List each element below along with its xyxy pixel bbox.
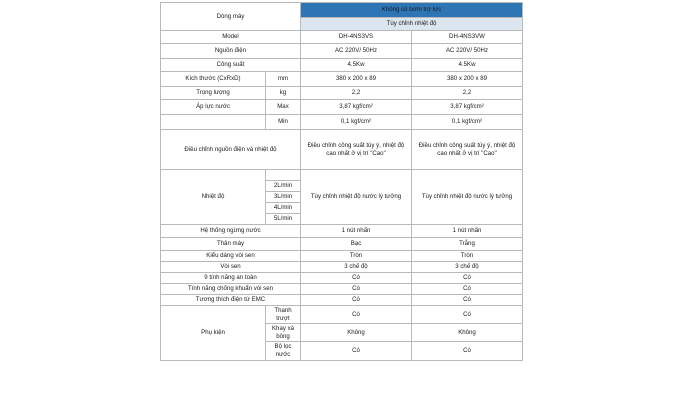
table-row bbox=[161, 72, 523, 87]
row-value-b-antibacterial-shower: Có bbox=[412, 284, 523, 295]
table-row bbox=[161, 238, 523, 251]
row-value-b-emc-compatibility: Có bbox=[412, 295, 523, 306]
model-value-a: DH-4NS3VS bbox=[301, 31, 412, 44]
row-label-shower-head-style: Kiểu dáng vòi sen bbox=[161, 251, 301, 262]
row-value-a-power-source: AC 220V/ 50Hz bbox=[301, 44, 412, 59]
row-value-a-slide-bar: Có bbox=[301, 306, 412, 324]
row-value-a-body-color: Bạc bbox=[301, 238, 412, 251]
row-value-a-power-temp-adjust: Điều chỉnh công suất tùy ý, nhiệt độ cao nhất ở vị trí "Cao" bbox=[301, 130, 412, 170]
table-row bbox=[161, 115, 523, 130]
specification-sheet bbox=[160, 2, 522, 396]
row-label-shower-head: Vòi sen bbox=[161, 262, 301, 273]
row-label-water-pressure-min-empty bbox=[161, 115, 266, 130]
row-value-a-safety-features: Có bbox=[301, 273, 412, 284]
row-unit-dimensions: mm bbox=[266, 72, 301, 87]
row-label-capacity: Công suất bbox=[161, 59, 301, 72]
table-row bbox=[161, 262, 523, 273]
row-value-b-water-pressure-max: 3,87 kgf/cm² bbox=[412, 100, 523, 115]
row-value-a-water-stop-system: 1 nút nhấn bbox=[301, 225, 412, 238]
product-specification-table bbox=[160, 2, 523, 361]
table-row bbox=[161, 225, 523, 238]
table-row bbox=[161, 284, 523, 295]
row-value-a-weight: 2,2 bbox=[301, 87, 412, 100]
model-row bbox=[161, 31, 523, 44]
row-value-b-shower-head-style: Tròn bbox=[412, 251, 523, 262]
row-unit-weight: kg bbox=[266, 87, 301, 100]
row-value-a-soap-tray: Không bbox=[301, 324, 412, 342]
row-flowrate-1: 2L/min bbox=[266, 181, 301, 192]
table-row bbox=[161, 59, 523, 72]
table-row bbox=[161, 295, 523, 306]
table-row bbox=[161, 170, 523, 181]
row-unit-water-pressure-min: Min bbox=[266, 115, 301, 130]
row-flowrate-0 bbox=[266, 170, 301, 181]
row-value-b-slide-bar: Có bbox=[412, 306, 523, 324]
row-value-a-water-pressure-max: 3,87 kgf/cm² bbox=[301, 100, 412, 115]
row-sub-soap-tray: Khay xà bông bbox=[266, 324, 301, 342]
row-value-b-safety-features: Có bbox=[412, 273, 523, 284]
row-flowrate-2: 3L/min bbox=[266, 192, 301, 203]
row-value-b-power-temp-adjust: Điều chỉnh công suất tùy ý, nhiệt độ cao nhất ở vị trí "Cao" bbox=[412, 130, 523, 170]
row-label-weight: Trọng lượng bbox=[161, 87, 266, 100]
machine-line-header: Dòng máy bbox=[161, 3, 301, 31]
table-row bbox=[161, 44, 523, 59]
row-label-dimensions: Kích thước (CxRxD) bbox=[161, 72, 266, 87]
row-label-power-temp-adjust: Điều chỉnh nguồn điện và nhiệt độ bbox=[161, 130, 301, 170]
row-value-b-temperature: Tùy chỉnh nhiệt độ nước lý tưởng bbox=[412, 170, 523, 225]
row-label-accessories: Phụ kiện bbox=[161, 306, 266, 361]
row-value-a-dimensions: 380 x 200 x 89 bbox=[301, 72, 412, 87]
table-row bbox=[161, 306, 523, 324]
row-value-b-water-stop-system: 1 nút nhấn bbox=[412, 225, 523, 238]
row-value-a-water-pressure-min: 0,1 kgf/cm² bbox=[301, 115, 412, 130]
row-label-emc-compatibility: Tương thích điện từ EMC bbox=[161, 295, 301, 306]
row-label-antibacterial-shower: Tính năng chống khuẩn vòi sen bbox=[161, 284, 301, 295]
row-value-b-soap-tray: Không bbox=[412, 324, 523, 342]
row-label-temperature: Nhiệt độ bbox=[161, 170, 266, 225]
table-row bbox=[161, 273, 523, 284]
table-header-row-group bbox=[161, 3, 523, 18]
row-value-a-antibacterial-shower: Có bbox=[301, 284, 412, 295]
model-label: Model bbox=[161, 31, 301, 44]
row-value-b-capacity: 4.5Kw bbox=[412, 59, 523, 72]
row-value-a-water-filter: Có bbox=[301, 342, 412, 360]
row-label-body-color: Thân máy bbox=[161, 238, 301, 251]
row-value-b-water-pressure-min: 0,1 kgf/cm² bbox=[412, 115, 523, 130]
row-flowrate-3: 4L/min bbox=[266, 203, 301, 214]
row-value-a-emc-compatibility: Có bbox=[301, 295, 412, 306]
group-subheader-temperature-custom: Tùy chỉnh nhiệt độ bbox=[301, 18, 523, 31]
row-value-b-water-filter: Có bbox=[412, 342, 523, 360]
row-value-a-shower-head: 3 chế độ bbox=[301, 262, 412, 273]
model-value-b: DH-4NS3VW bbox=[412, 31, 523, 44]
row-value-b-shower-head: 3 chế độ bbox=[412, 262, 523, 273]
row-value-b-dimensions: 380 x 200 x 89 bbox=[412, 72, 523, 87]
row-value-b-power-source: AC 220V/ 50Hz bbox=[412, 44, 523, 59]
row-value-b-weight: 2,2 bbox=[412, 87, 523, 100]
row-value-b-body-color: Trắng bbox=[412, 238, 523, 251]
row-label-safety-features: 9 tính năng an toàn bbox=[161, 273, 301, 284]
row-label-power-source: Nguồn điện bbox=[161, 44, 301, 59]
row-label-water-stop-system: Hệ thống ngừng nước bbox=[161, 225, 301, 238]
table-row bbox=[161, 100, 523, 115]
group-header-no-booster-pump: Không có bơm trợ lực bbox=[301, 3, 523, 18]
row-sub-slide-bar: Thanh trượt bbox=[266, 306, 301, 324]
row-flowrate-4: 5L/min bbox=[266, 214, 301, 225]
row-sub-water-filter: Bộ lọc nước bbox=[266, 342, 301, 360]
row-unit-water-pressure-max: Max bbox=[266, 100, 301, 115]
row-value-a-temperature: Tùy chỉnh nhiệt độ nước lý tưởng bbox=[301, 170, 412, 225]
table-row bbox=[161, 87, 523, 100]
row-label-water-pressure: Áp lực nước bbox=[161, 100, 266, 115]
table-row bbox=[161, 251, 523, 262]
row-value-a-capacity: 4.5Kw bbox=[301, 59, 412, 72]
row-value-a-shower-head-style: Tròn bbox=[301, 251, 412, 262]
table-row bbox=[161, 130, 523, 170]
